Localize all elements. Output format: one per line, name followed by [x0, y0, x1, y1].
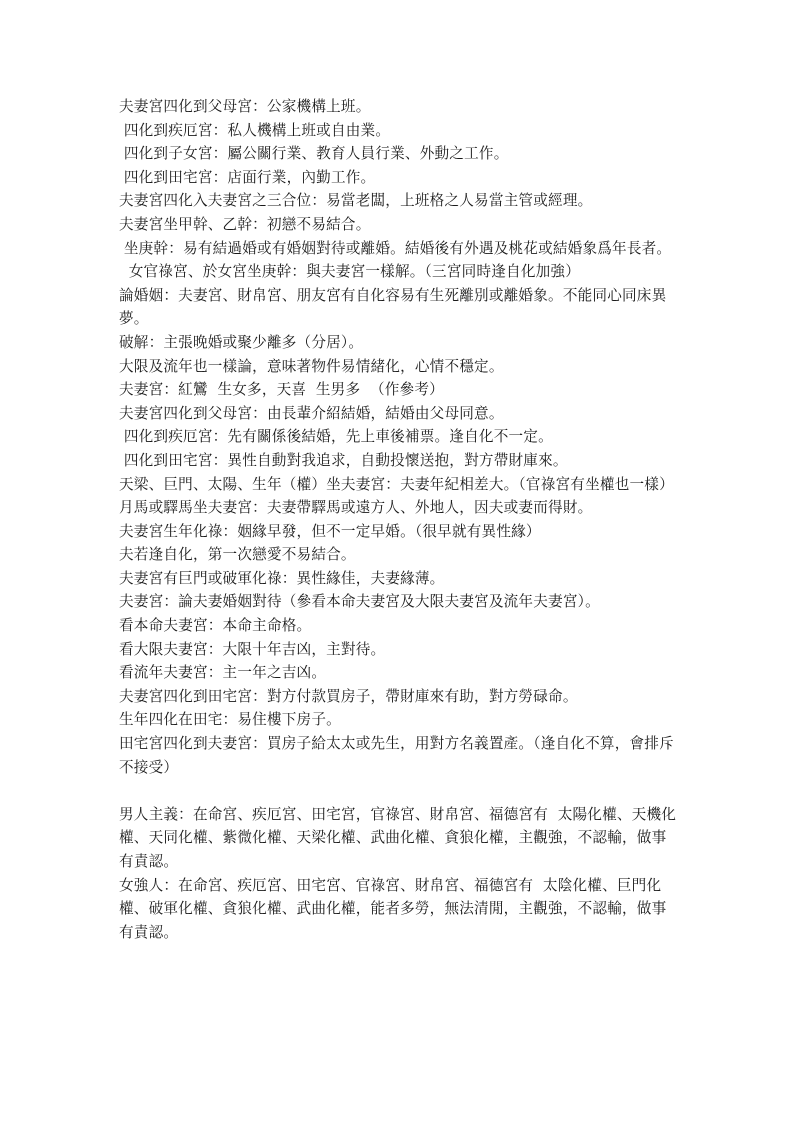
- text-line: 夫若逢自化，第一次戀愛不易結合。: [119, 546, 356, 564]
- text-line: 四化到疾厄宮：私人機構上班或自由業。: [119, 121, 391, 139]
- text-line: 看大限夫妻宮：大限十年吉凶，主對待。: [119, 640, 386, 658]
- text-line: 看流年夫妻宮：主一年之吉凶。: [119, 664, 327, 682]
- text-line: 看本命夫妻宮：本命主命格。: [119, 617, 312, 635]
- text-line: 夫妻宮四化到父母宮：公家機構上班。: [119, 98, 371, 115]
- text-line: 女官祿宮、於女宮坐庚幹：與夫妻宮一樣解。（三宮同時逢自化加強）: [119, 263, 580, 281]
- text-line: 月馬或驛馬坐夫妻宮：夫妻帶驛馬或遠方人、外地人，因夫或妻而得財。: [119, 499, 593, 517]
- text-line: 坐庚幹：易有結過婚或有婚姻對待或離婚。結婚後有外遇及桃花或結婚象爲年長者。: [119, 239, 672, 257]
- text-line: 夫妻宮四化到父母宮：由長輩介紹結婚，結婚由父母同意。: [119, 404, 504, 422]
- text-line: 夫妻宮坐甲幹、乙幹：初戀不易結合。: [119, 215, 371, 233]
- document-body: [119, 95, 679, 944]
- text-line: 夫妻宮四化到田宅宮：對方付款買房子，帶財庫來有助，對方勞碌命。: [119, 687, 578, 705]
- text-line: 田宅宮四化到夫妻宮：買房子給太太或先生，用對方名義置產。（逢自化不算，會排斥不接受）: [119, 735, 674, 776]
- text-line: 夫妻宮四化入夫妻宮之三合位：易當老闆，上班格之人易當主管或經理。: [119, 192, 593, 210]
- text-line: 四化到田宅宮：店面行業，內勤工作。: [119, 168, 376, 186]
- text-line: 男人主義：在命宮、疾厄宮、田宅宮，官祿宮、財帛宮、福德宮有 太陽化權、天機化權、天同化權、紫微化權、天梁化權、武曲化權、貪狼化權，主觀強，不認輸，做事有責認。: [119, 805, 677, 870]
- text-line: 四化到子女宮：屬公關行業、教育人員行業、外動之工作。: [119, 145, 509, 163]
- text-line: 女強人：在命宮、疾厄宮、田宅宮、官祿宮、財帛宮、福德宮有 太陰化權、巨門化權、破軍化權、貪狼化權、武曲化權，能者多勞，無法清閒，主觀強，不認輸，做事有責認。: [119, 876, 667, 941]
- text-line: 夫妻宮生年化祿：姻緣早發，但不一定早婚。（很早就有異性緣）: [119, 522, 541, 540]
- text-line: 四化到疾厄宮：先有關係後結婚，先上車後補票。逢自化不一定。: [119, 428, 553, 446]
- text-line: 夫妻宮：論夫妻婚姻對待（參看本命夫妻宮及大限夫妻宮及流年夫妻宮）。: [119, 593, 600, 611]
- text-line: 破解：主張晚婚或聚少離多（分居）。: [119, 333, 364, 351]
- text-line: 夫妻宮有巨門或破軍化祿：異性緣佳，夫妻緣薄。: [119, 569, 445, 587]
- text-line: 生年四化在田宅：易住樓下房子。: [119, 711, 341, 729]
- text-line: 大限及流年也一樣論，意味著物件易情緒化，心情不穩定。: [119, 357, 504, 375]
- text-line: 夫妻宮：紅鸞 生女多，天喜 生男多 （作參考）: [119, 381, 444, 399]
- text-line: 四化到田宅宮：異性自動對我追求，自動投懷送抱，對方帶財庫來。: [119, 451, 568, 469]
- paragraph-spacer: [119, 779, 679, 803]
- text-line: 論婚姻：夫妻宮、財帛宮、朋友宮有自化容易有生死離別或離婚象。不能同心同床異夢。: [119, 286, 667, 328]
- text-line: 天梁、巨門、太陽、生年（權）坐夫妻宮：夫妻年紀相差大。（官祿宮有坐權也一樣）: [119, 475, 674, 493]
